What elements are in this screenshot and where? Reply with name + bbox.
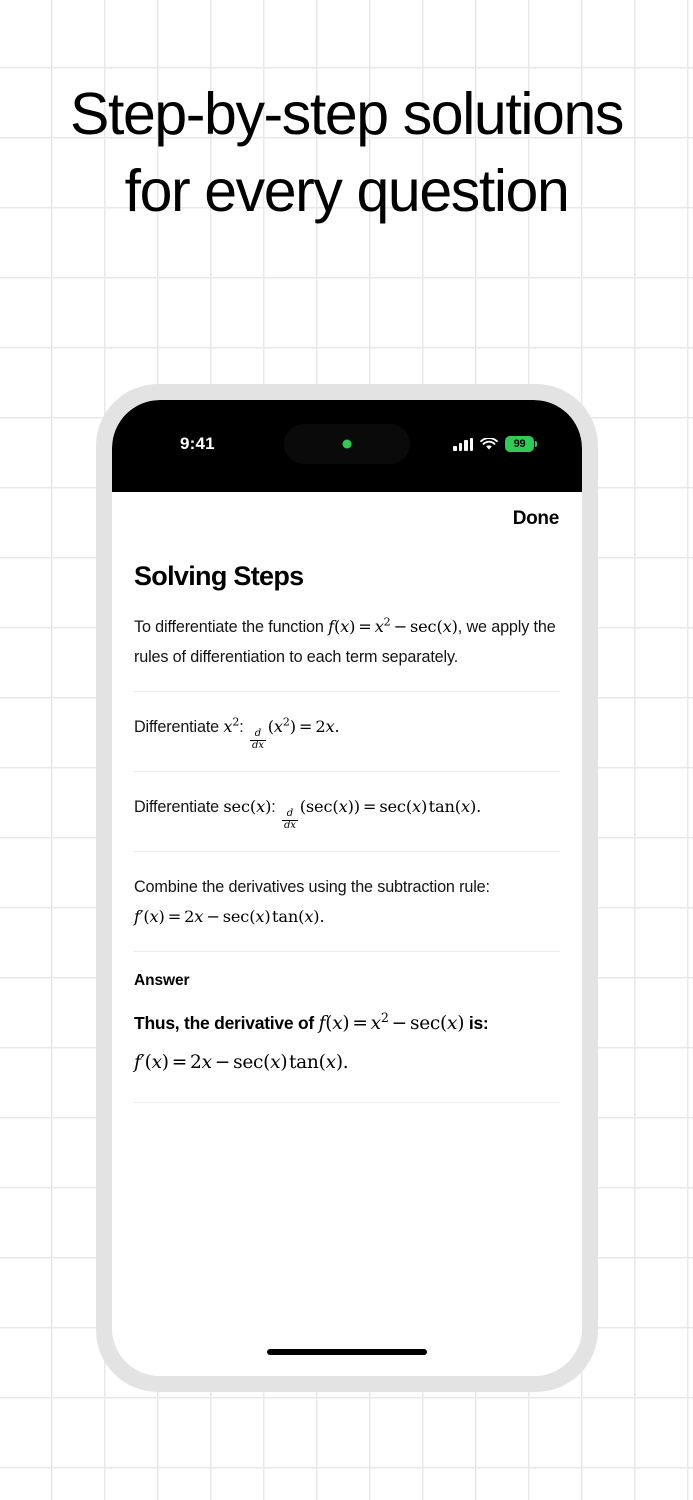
- step-intro-suffix: , we apply the rules of differentiation to each term separately.: [134, 618, 556, 666]
- step-combine: [134, 852, 560, 952]
- phone-mockup: [96, 384, 598, 1392]
- step-combine-text: [134, 872, 560, 932]
- status-bar: [112, 400, 582, 492]
- dynamic-island[interactable]: [284, 424, 410, 464]
- home-indicator[interactable]: [267, 1349, 427, 1355]
- math-answer-sectan: sec(x) tan(x).: [233, 1051, 349, 1073]
- page-headline: Step-by-step solutions for every question: [70, 81, 623, 224]
- math-answer-result: f′(x) = 2x −: [134, 1051, 231, 1073]
- recording-indicator-dot: [343, 440, 352, 449]
- math-secant: sec(x): [223, 796, 272, 816]
- sheet-toolbar: [134, 494, 560, 530]
- answer-text: [134, 1004, 560, 1082]
- step-intro-prefix: To differentiate the function: [134, 618, 329, 636]
- done-button[interactable]: Done: [512, 508, 559, 529]
- step-sec-rule: [134, 772, 560, 852]
- step-combine-prefix: Combine the derivatives using the subtraction rule:: [134, 877, 490, 896]
- step-power-rule: [134, 692, 560, 772]
- step-sec-rule-text: [134, 792, 560, 832]
- wifi-icon: [480, 438, 498, 451]
- page-title: Solving Steps: [134, 561, 304, 591]
- solving-steps-sheet: [112, 480, 582, 1376]
- step-sec-rule-prefix: Differentiate: [134, 797, 224, 816]
- phone-screen: [112, 400, 582, 1376]
- cellular-bars-icon: [453, 438, 473, 451]
- battery-level-label: 99: [513, 438, 526, 450]
- step-power-rule-text: [134, 712, 560, 752]
- step-power-rule-colon: :: [239, 718, 248, 736]
- math-combined-derivative: f′(x) = 2x − sec(x) tan(x).: [134, 906, 325, 926]
- math-answer-function: $f(x) = x^2 - \sec(x)$: [318, 1009, 465, 1034]
- math-x-squared: $x^2$: [223, 715, 240, 736]
- answer-lead: Thus, the derivative of: [134, 1012, 319, 1033]
- step-intro-text: [134, 612, 560, 672]
- math-sec-tan-result: sec(x) tan(x).: [379, 796, 482, 816]
- math-function-definition: $f(x) = x^2 - \sec(x)$: [328, 615, 458, 636]
- status-bar-time: 9:41: [180, 434, 215, 453]
- step-intro: [134, 592, 560, 692]
- step-sec-rule-colon: :: [271, 797, 280, 816]
- status-bar-indicators: [453, 436, 534, 452]
- battery-icon: [505, 436, 534, 452]
- step-power-rule-prefix: Differentiate: [134, 718, 224, 736]
- math-derivative-secant: $\frac{d}{dx}$ (sec(x)) =: [283, 796, 377, 831]
- math-derivative-x-squared: $\frac{d}{dx}$ $(x^2) = 2x$.: [251, 715, 340, 752]
- answer-connector: is:: [464, 1012, 489, 1033]
- answer-block: [134, 990, 560, 1103]
- answer-label: Answer: [134, 971, 190, 989]
